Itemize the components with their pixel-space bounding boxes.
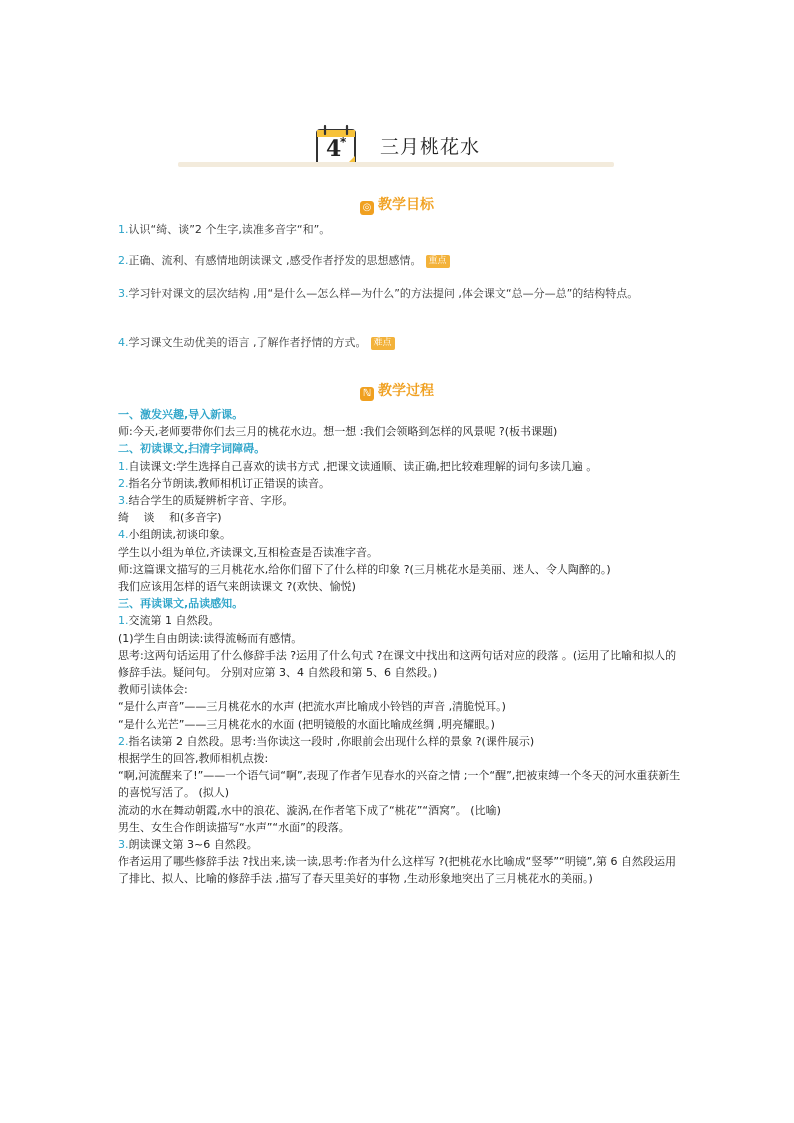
- objectives-heading: [0, 194, 794, 215]
- lesson-optional-mark: *: [340, 135, 347, 149]
- key-point-tag: 重点: [426, 255, 450, 268]
- objective-item: 2.正确、流利、有感情地朗读课文 ,感受作者抒发的思想感情。 重点: [118, 251, 688, 271]
- numbered-item: 1.交流第 1 自然段。: [118, 614, 220, 628]
- process-body: [118, 406, 684, 888]
- paragraph: 流动的水在舞动朝霞,水中的浪花、漩涡,在作者笔下成了“桃花”“酒窝”。 (比喻): [118, 803, 501, 817]
- step-title: 一、激发兴趣,导入新课。: [118, 408, 244, 421]
- process-heading-text: 教学过程: [378, 383, 434, 399]
- step-title: 三、再读课文,品读感知。: [118, 597, 244, 611]
- objective-item: 3.学习针对课文的层次结构 ,用“是什么—怎么样—为什么”的方法提问 ,体会课文“总—分—总”的结构特点。: [118, 287, 639, 300]
- paragraph: 根据学生的回答,教师相机点拨:: [118, 752, 269, 766]
- lesson-title: 三月桃花水: [380, 136, 481, 158]
- paragraph: 男生、女生合作朗读描写“水声”“水面”的段落。: [118, 820, 350, 834]
- path-icon: ℕ: [360, 387, 374, 401]
- character-list: 绮 谈 和(多音字): [118, 511, 222, 525]
- paragraph: 作者运用了哪些修辞手法 ?找出来,读一读,思考:作者为什么这样写 ?(把桃花水比喻成“竖琴”“明镜”,第 6 自然段运用了排比、拟人、比喻的修辞手法 ,描写了春天里美好的事物 ,生动形象地突出了三月桃花水的美丽。): [118, 855, 676, 886]
- paragraph: 教师引读体会:: [118, 683, 188, 697]
- objective-item: 4.学习课文生动优美的语言 ,了解作者抒情的方式。 难点: [118, 333, 688, 353]
- paragraph: “啊,河流醒来了!”——一个语气词“啊”,表现了作者乍见春水的兴奋之情 ;一个“醒”,把被束缚一个冬天的河水重获新生的喜悦写活了。 (拟人): [118, 769, 681, 800]
- paragraph: 学生以小组为单位,齐读课文,互相检查是否读准字音。: [118, 545, 378, 559]
- paragraph: (1)学生自由朗读:读得流畅而有感情。: [118, 631, 303, 645]
- numbered-item: 3.朗读课文第 3~6 自然段。: [118, 838, 258, 852]
- paragraph: “是什么光芒”——三月桃花水的水面 (把明镜般的水面比喻成丝绸 ,明亮耀眼。): [118, 717, 495, 731]
- paragraph: 师:这篇课文描写的三月桃花水,给你们留下了什么样的印象 ?(三月桃花水是美丽、迷人、令人陶醉的。): [118, 562, 611, 576]
- paragraph: 师:今天,老师要带你们去三月的桃花水边。想一想 :我们会领略到怎样的风景呢 ?(板书课题): [118, 425, 558, 439]
- numbered-item: 1.自读课文:学生选择自己喜欢的读书方式 ,把课文读通顺、读正确,把比较难理解的词句多读几遍 。: [118, 459, 598, 473]
- paragraph: 思考:这两句话运用了什么修辞手法 ?运用了什么句式 ?在课文中找出和这两句话对应的段落 。(运用了比喻和拟人的修辞手法。疑问句。 分别对应第 3、4 自然段和第 5、6 自然段。): [118, 648, 677, 680]
- difficult-point-tag: 难点: [371, 337, 395, 350]
- objective-item: 1.认识“绮、谈”2 个生字,读准多音字“和”。: [118, 223, 331, 236]
- process-heading: [0, 380, 794, 401]
- paragraph: 我们应该用怎样的语气来朗读课文 ?(欢快、愉悦): [118, 580, 356, 594]
- objectives-heading-text: 教学目标: [378, 197, 434, 213]
- paragraph: “是什么声音”——三月桃花水的水声 (把流水声比喻成小铃铛的声音 ,清脆悦耳。): [118, 700, 506, 714]
- header-divider: [178, 162, 614, 167]
- target-icon: ◎: [360, 201, 374, 215]
- step-title: 二、初读课文,扫清字词障碍。: [118, 442, 266, 456]
- numbered-item: 2.指名读第 2 自然段。思考:当你读这一段时 ,你眼前会出现什么样的景象 ?(课件展示): [118, 734, 535, 748]
- lesson-number: 4: [326, 136, 342, 162]
- numbered-item: 4.小组朗读,初谈印象。: [118, 528, 231, 542]
- numbered-item: 3.结合学生的质疑辨析字音、字形。: [118, 494, 294, 508]
- numbered-item: 2.指名分节朗读,教师相机订正错误的读音。: [118, 476, 330, 490]
